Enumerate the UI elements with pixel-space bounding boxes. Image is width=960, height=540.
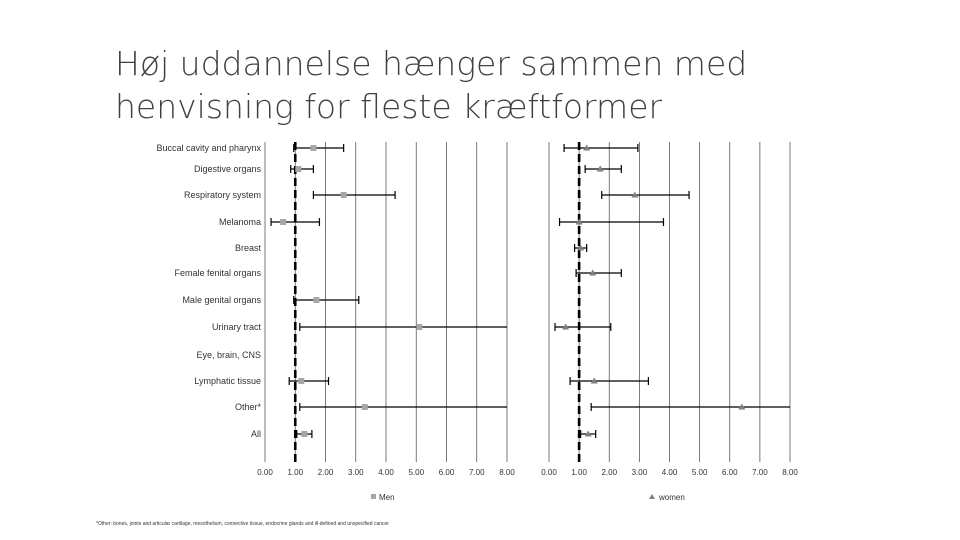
men-estimate-marker — [313, 297, 319, 303]
grid-layer — [265, 142, 790, 462]
men-estimate-marker — [298, 378, 304, 384]
men-estimate-marker — [295, 166, 301, 172]
tick-label: 7.00 — [468, 468, 485, 477]
tick-label: 5.00 — [408, 468, 425, 477]
tick-label: 1.00 — [287, 468, 304, 477]
tick-label: 8.00 — [782, 468, 798, 477]
men-estimate-marker — [362, 404, 368, 410]
tick-label: 5.00 — [691, 468, 708, 477]
tick-label: 0.00 — [541, 468, 557, 477]
legend — [371, 493, 685, 502]
tick-label: 6.00 — [438, 468, 455, 477]
category-label: Male genital organs — [182, 295, 261, 305]
category-label: Buccal cavity and pharynx — [156, 143, 261, 153]
tick-label: 3.00 — [631, 468, 648, 477]
men-estimate-marker — [341, 192, 347, 198]
legend-women-marker — [649, 494, 655, 499]
legend-men-label: Men — [379, 493, 395, 502]
tick-label: 0.00 — [257, 468, 273, 477]
men-estimate-marker — [416, 324, 422, 330]
legend-men-marker — [371, 494, 376, 499]
category-label: Lymphatic tissue — [194, 376, 261, 386]
tick-label: 2.00 — [317, 468, 334, 477]
men-estimate-marker — [280, 219, 286, 225]
tick-labels — [257, 468, 798, 477]
category-label: Melanoma — [218, 217, 261, 227]
category-label: Urinary tract — [211, 322, 261, 332]
category-labels — [156, 143, 261, 439]
category-label: Breast — [234, 243, 261, 253]
men-estimate-marker — [301, 431, 307, 437]
category-label: Respiratory system — [183, 190, 261, 200]
tick-label: 6.00 — [721, 468, 738, 477]
tick-label: 4.00 — [661, 468, 678, 477]
category-label: Female fenital organs — [174, 268, 261, 278]
tick-label: 8.00 — [499, 468, 515, 477]
category-label: Digestive organs — [193, 164, 261, 174]
men-estimate-marker — [310, 145, 316, 151]
tick-label: 1.00 — [571, 468, 587, 477]
tick-label: 4.00 — [378, 468, 394, 477]
footnote: *Other: bones, joints and articular cartilage, mesothelium, connective tissue, endocrine glands and ill-defined and unspecified cancer — [96, 521, 389, 527]
category-label: Eye, brain, CNS — [196, 350, 261, 360]
category-label: All — [250, 429, 261, 439]
category-label: Other* — [234, 402, 261, 412]
tick-label: 3.00 — [347, 468, 364, 477]
markers-layer — [280, 145, 745, 438]
tick-label: 7.00 — [752, 468, 768, 477]
tick-label: 2.00 — [601, 468, 618, 477]
error-bars-layer — [271, 144, 790, 438]
legend-women-label: women — [659, 493, 685, 502]
slide-title: Høj uddannelse hænger sammen med henvisning for fleste kræftformer — [115, 44, 748, 126]
